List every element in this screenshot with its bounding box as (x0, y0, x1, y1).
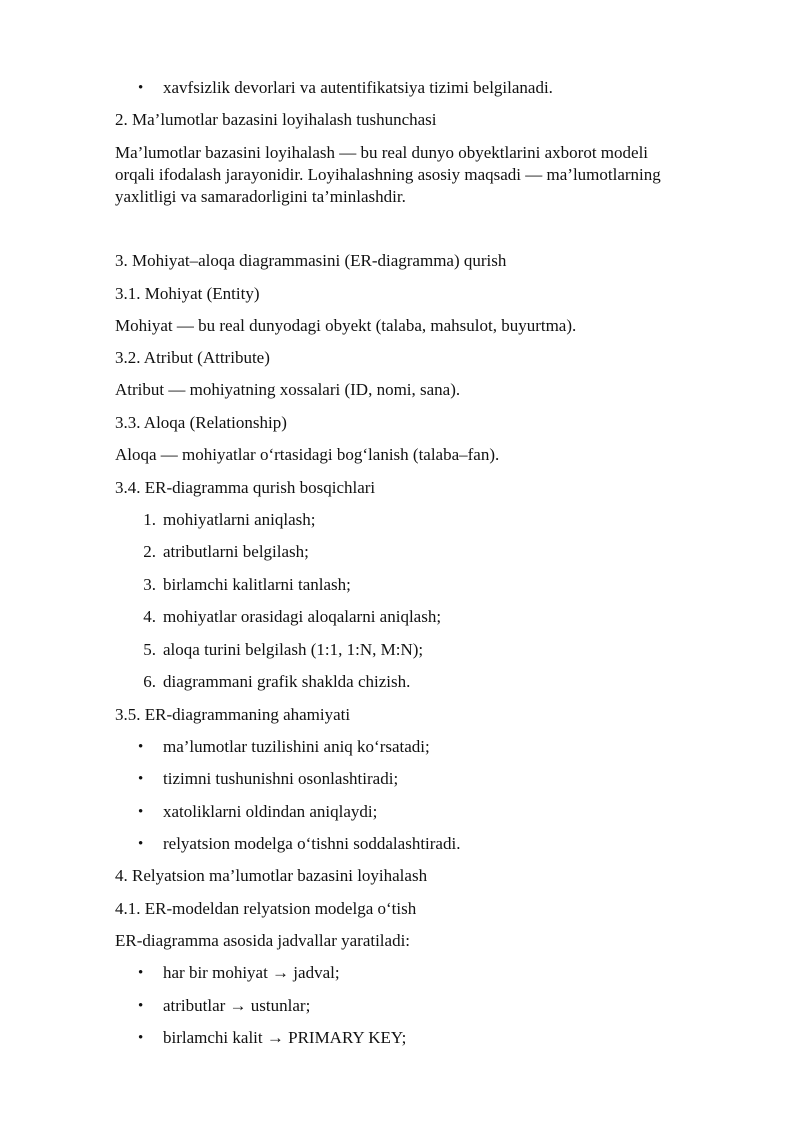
bullet-marker: • (138, 965, 144, 981)
step-number: 4. (143, 607, 156, 626)
section-heading-4: 4. Relyatsion ma’lumotlar bazasini loyihalash (115, 866, 428, 885)
list-item: xavfsizlik devorlari va autentifikatsiya tizimi belgilanadi. (163, 78, 553, 97)
section-heading-2: 2. Ma’lumotlar bazasini loyihalash tushunchasi (115, 110, 437, 129)
subsection-heading-3-1: 3.1. Mohiyat (Entity) (115, 284, 260, 303)
step-item: birlamchi kalitlarni tanlash; (163, 575, 351, 594)
subsection-text-3-1: Mohiyat — bu real dunyodagi obyekt (talaba, mahsulot, buyurtma). (115, 316, 577, 335)
step-item: diagrammani grafik shaklda chizish. (163, 672, 411, 691)
subsection-text-3-2: Atribut — mohiyatning xossalari (ID, nomi, sana). (115, 380, 461, 399)
step-item: mohiyatlar orasidagi aloqalarni aniqlash; (163, 607, 442, 626)
bullet-marker: • (138, 1030, 144, 1046)
paragraph-line: Ma’lumotlar bazasini loyihalash — bu real dunyo obyektlarini axborot modeli (115, 143, 649, 162)
subsection-heading-4-1: 4.1. ER-modeldan relyatsion modelga oʻtish (115, 899, 417, 918)
step-number: 5. (143, 640, 156, 659)
bullet-marker: • (138, 771, 144, 787)
section-2-paragraph (115, 142, 735, 208)
section-heading-3: 3. Mohiyat–aloqa diagrammasini (ER-diagramma) qurish (115, 251, 507, 270)
subsection-text-3-3: Aloqa — mohiyatlar oʻrtasidagi bogʻlanish (talaba–fan). (115, 445, 500, 464)
step-item: mohiyatlarni aniqlash; (163, 510, 316, 529)
bullet-marker: • (138, 739, 144, 755)
bullet-marker: • (138, 836, 144, 852)
bullet-marker: • (138, 80, 144, 96)
list-item: tizimni tushunishni osonlashtiradi; (163, 769, 399, 788)
step-number: 6. (143, 672, 156, 691)
subsection-heading-3-3: 3.3. Aloqa (Relationship) (115, 413, 287, 432)
step-item: aloqa turini belgilash (1:1, 1:N, M:N); (163, 640, 424, 659)
list-item: har bir mohiyat → jadval; (163, 963, 340, 982)
bullet-marker: • (138, 804, 144, 820)
list-item: relyatsion modelga oʻtishni soddalashtiradi. (163, 834, 461, 853)
subsection-heading-3-2: 3.2. Atribut (Attribute) (115, 348, 270, 367)
list-item: birlamchi kalit → PRIMARY KEY; (163, 1028, 407, 1047)
subsection-heading-3-5: 3.5. ER-diagrammaning ahamiyati (115, 705, 351, 724)
list-item: ma’lumotlar tuzilishini aniq koʻrsatadi; (163, 737, 430, 756)
bullet-marker: • (138, 998, 144, 1014)
paragraph-line: yaxlitligi va samaradorligini ta’minlashdir. (115, 187, 406, 206)
step-number: 1. (143, 510, 156, 529)
step-item: atributlarni belgilash; (163, 542, 309, 561)
paragraph-line: orqali ifodalash jarayonidir. Loyihalashning asosiy maqsadi — ma’lumotlarning (115, 165, 661, 184)
subsection-heading-3-4: 3.4. ER-diagramma qurish bosqichlari (115, 478, 376, 497)
list-item: xatoliklarni oldindan aniqlaydi; (163, 802, 378, 821)
list-item: atributlar → ustunlar; (163, 996, 311, 1015)
subsection-text-4-1: ER-diagramma asosida jadvallar yaratiladi: (115, 931, 411, 950)
step-number: 2. (143, 542, 156, 561)
step-number: 3. (143, 575, 156, 594)
